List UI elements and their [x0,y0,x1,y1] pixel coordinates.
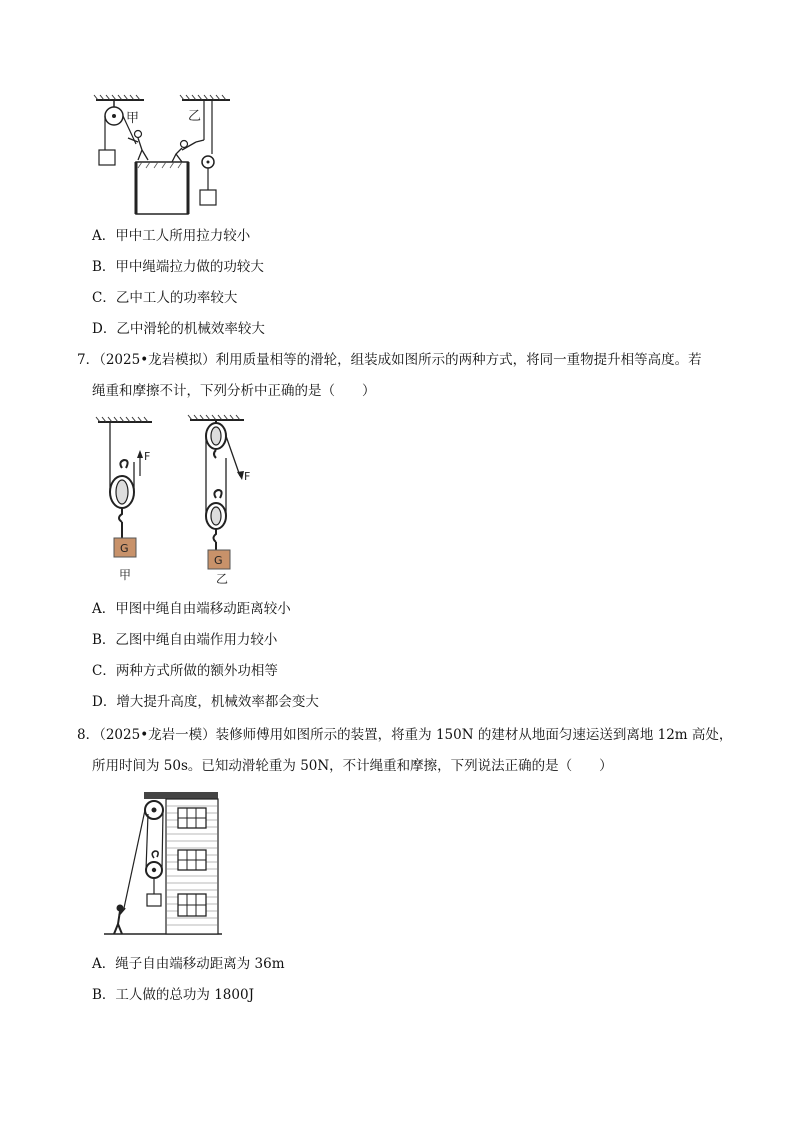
q6-option-a[interactable]: A．甲中工人所用拉力较小 [92,228,251,244]
q7-pulley-figure [92,414,262,586]
q7-option-a[interactable]: A．甲图中绳自由端移动距离较小 [92,601,291,617]
pulley-worker-diagram [92,94,242,218]
q7-weight-label-yi: G [214,554,223,567]
q7-option-b[interactable]: B．乙图中绳自由端作用力较小 [92,632,278,648]
label-jia: 甲 [126,111,140,126]
pulley-worker-figure [92,94,242,218]
q7-option-d[interactable]: D．增大提升高度，机械效率都会变大 [92,694,319,710]
q7-caption-yi: 乙 [216,572,229,586]
q7-weight-label-jia: G [120,542,129,555]
q7-option-c[interactable]: C．两种方式所做的额外功相等 [92,663,278,679]
q7-force-label-jia: F [144,450,151,463]
q7-pulley-diagram [92,414,262,586]
q6-option-d[interactable]: D．乙中滑轮的机械效率较大 [92,321,265,337]
q8-stem-line2: 所用时间为 50s。已知动滑轮重为 50N，不计绳重和摩擦，下列说法正确的是（ ） [92,758,613,774]
q7-caption-jia: 甲 [119,568,132,582]
q8-stem-line1: 8．（2025•龙岩一模）装修师傅用如图所示的装置，将重为 150N 的建材从地面匀速运送到离地 12m 高处， [77,727,733,743]
q8-building-figure [104,790,222,936]
q8-building-diagram [104,790,222,936]
q7-stem-line1: 7．（2025•龙岩模拟）利用质量相等的滑轮，组装成如图所示的两种方式，将同一重物提升相等高度。若 [77,352,702,368]
label-yi: 乙 [188,109,202,124]
q8-option-a[interactable]: A．绳子自由端移动距离为 36m [92,956,285,972]
q6-option-b[interactable]: B．甲中绳端拉力做的功较大 [92,259,264,275]
q7-stem-line2: 绳重和摩擦不计，下列分析中正确的是（ ） [92,383,376,399]
q6-option-c[interactable]: C．乙中工人的功率较大 [92,290,238,306]
q7-force-label-yi: F [244,470,251,483]
q8-option-b[interactable]: B．工人做的总功为 1800J [92,987,254,1003]
